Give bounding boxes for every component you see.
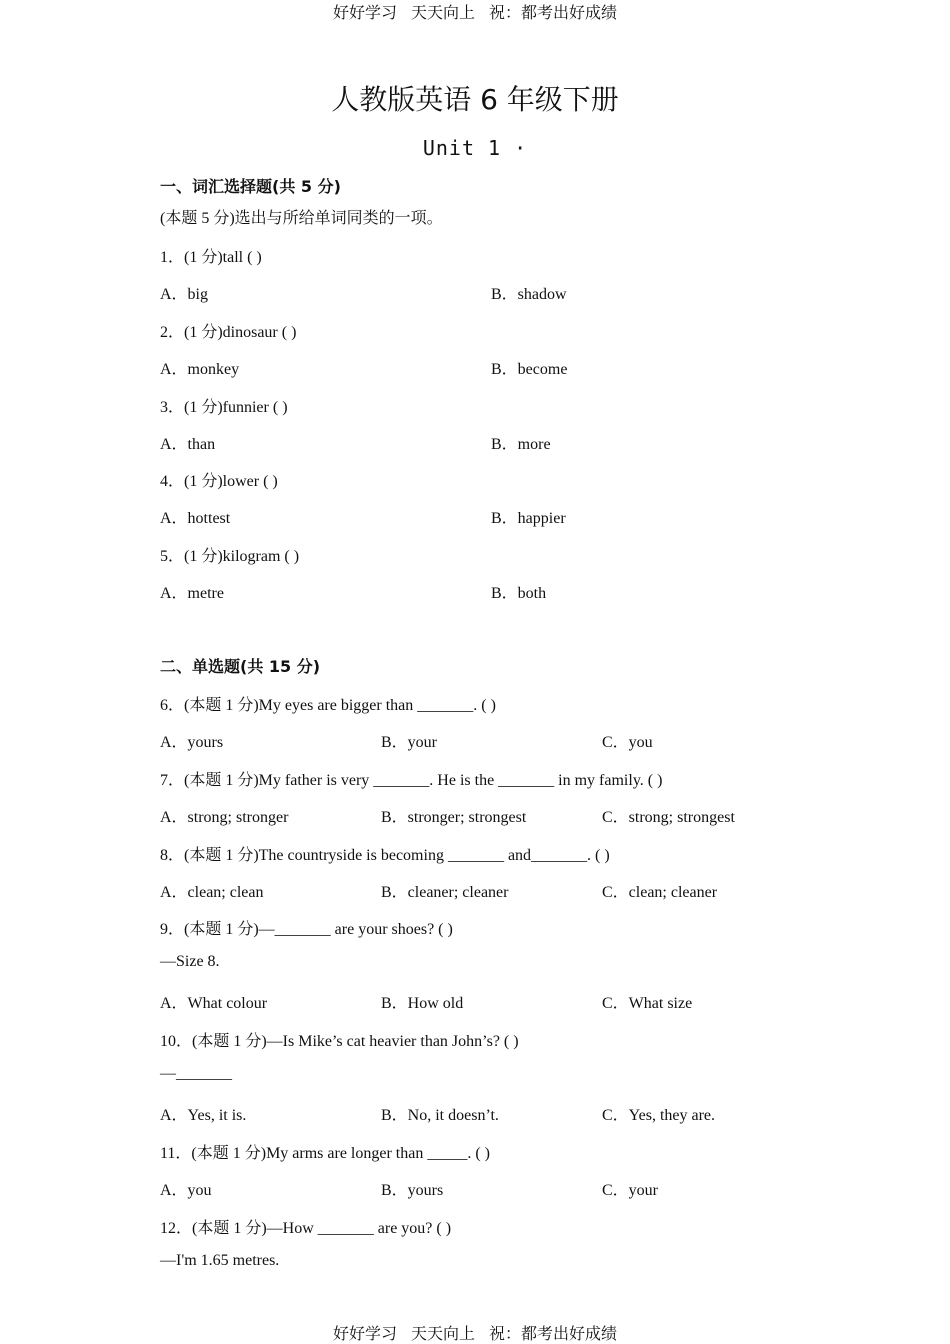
header-right: 祝：都考出好成绩 — [489, 3, 618, 22]
question-4: 4．(1 分)lower ( ) — [160, 473, 278, 490]
q10-option-c: C．Yes, they are. — [602, 1107, 716, 1124]
q5-option-b: B．both — [491, 585, 547, 602]
page-header — [0, 0, 950, 23]
q4-option-a: A．hottest — [160, 510, 231, 527]
q8-option-a: A．clean; clean — [160, 884, 264, 901]
question-8: 8．(本题 1 分)The countryside is becoming _______ and_______. ( ) — [160, 847, 610, 864]
q1-option-a: A．big — [160, 286, 209, 303]
q6-option-a: A．yours — [160, 734, 224, 751]
header-left: 好好学习 — [332, 3, 397, 22]
question-9: 9．(本题 1 分)—_______ are your shoes? ( ) — [160, 921, 453, 938]
q5-option-a: A．metre — [160, 585, 224, 602]
q6-option-c: C．you — [602, 734, 653, 751]
question-3: 3．(1 分)funnier ( ) — [160, 399, 288, 416]
q8-option-b: B．cleaner; cleaner — [381, 884, 509, 901]
q10-option-a: A．Yes, it is. — [160, 1107, 247, 1124]
q7-option-b: B．stronger; strongest — [381, 809, 527, 826]
unit-title: Unit 1 · — [422, 136, 528, 160]
q12-answer-line: —I'm 1.65 metres. — [160, 1252, 280, 1269]
question-2: 2．(1 分)dinosaur ( ) — [160, 324, 297, 341]
q1-option-b: B．shadow — [491, 286, 567, 303]
q6-option-b: B．your — [381, 734, 438, 751]
q4-option-b: B．happier — [491, 510, 566, 527]
q10-option-b: B．No, it doesn’t. — [381, 1107, 499, 1124]
q9-option-b: B．How old — [381, 995, 464, 1012]
q11-option-c: C．your — [602, 1182, 659, 1199]
q8-option-c: C．clean; cleaner — [602, 884, 718, 901]
question-7: 7．(本题 1 分)My father is very _______. He is the _______ in my family. ( ) — [160, 772, 663, 789]
q7-option-a: A．strong; stronger — [160, 809, 289, 826]
footer-left: 好好学习 — [332, 1324, 397, 1343]
footer-right: 祝：都考出好成绩 — [489, 1324, 618, 1343]
page-title: 人教版英语 6 年级下册 — [331, 83, 619, 116]
section1-heading: 一、词汇选择题(共 5 分) — [160, 177, 341, 196]
q10-answer-line: —_______ — [160, 1065, 232, 1082]
section2-heading: 二、单选题(共 15 分) — [160, 657, 321, 676]
question-6: 6．(本题 1 分)My eyes are bigger than _______. ( ) — [160, 697, 496, 714]
section1-instruction: (本题 5 分)选出与所给单词同类的一项。 — [160, 210, 443, 227]
q9-answer-line: —Size 8. — [160, 953, 220, 970]
q2-option-b: B．become — [491, 361, 568, 378]
q9-option-a: A．What colour — [160, 995, 268, 1012]
q9-option-c: C．What size — [602, 995, 693, 1012]
question-1: 1．(1 分)tall ( ) — [160, 249, 262, 266]
q2-option-a: A．monkey — [160, 361, 240, 378]
question-5: 5．(1 分)kilogram ( ) — [160, 548, 300, 565]
q11-option-b: B．yours — [381, 1182, 444, 1199]
question-12: 12．(本题 1 分)—How _______ are you? ( ) — [160, 1220, 452, 1237]
question-10: 10．(本题 1 分)—Is Mike’s cat heavier than John’s? ( ) — [160, 1033, 519, 1050]
q11-option-a: A．you — [160, 1182, 212, 1199]
q7-option-c: C．strong; strongest — [602, 809, 735, 826]
question-11: 11．(本题 1 分)My arms are longer than _____. ( ) — [160, 1145, 491, 1162]
header-middle: 天天向上 — [410, 3, 475, 22]
q3-option-a: A．than — [160, 436, 216, 453]
q3-option-b: B．more — [491, 436, 551, 453]
footer-middle: 天天向上 — [410, 1324, 475, 1343]
page-footer — [0, 1321, 950, 1344]
